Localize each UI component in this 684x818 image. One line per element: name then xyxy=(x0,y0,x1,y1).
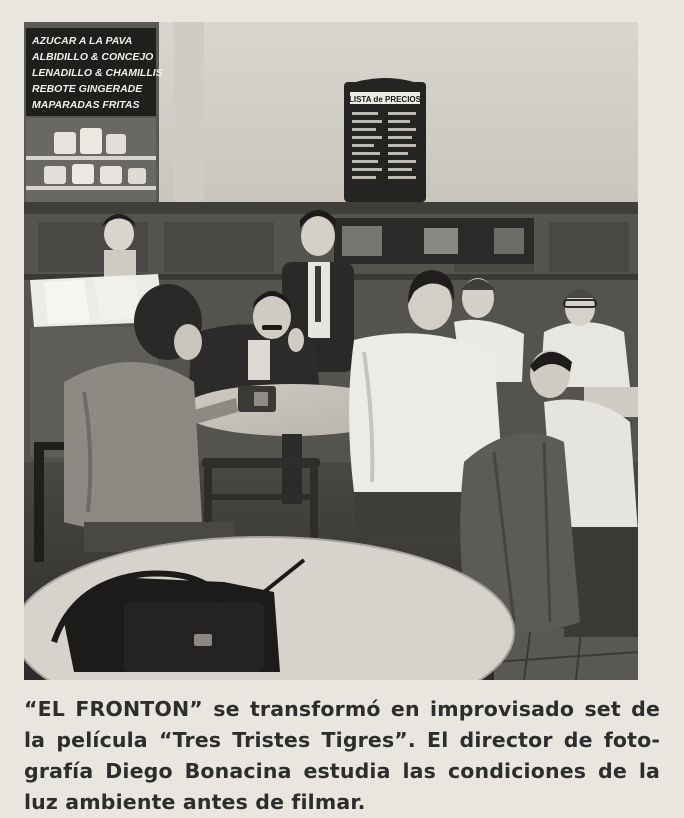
cup-shelves xyxy=(26,118,156,202)
photo-caption xyxy=(24,694,660,818)
cafe-photograph xyxy=(24,22,638,680)
menu-line: AZUCAR A LA PAVA xyxy=(32,35,133,47)
menu-line: LENADILLO & CHAMILLIS xyxy=(32,67,163,79)
menu-line: REBOTE GINGERADE xyxy=(32,83,143,95)
caption-line: “EL FRONTON” se transformó en improvisado set de xyxy=(24,697,660,721)
caption-line: grafía Diego Bonacina estudia las condiciones de la xyxy=(24,759,660,783)
menu-board xyxy=(26,28,163,116)
menu-line: ALBIDILLO & CONCEJO xyxy=(32,51,154,63)
caption-line: luz ambiente antes de filmar. xyxy=(24,790,366,814)
price-list-title: LISTA de PRECIOS xyxy=(348,95,422,104)
menu-line: MAPARADAS FRITAS xyxy=(32,99,140,111)
caption-line: la película “Tres Tristes Tigres”. El director de foto- xyxy=(24,728,660,752)
price-list-board xyxy=(344,78,426,202)
